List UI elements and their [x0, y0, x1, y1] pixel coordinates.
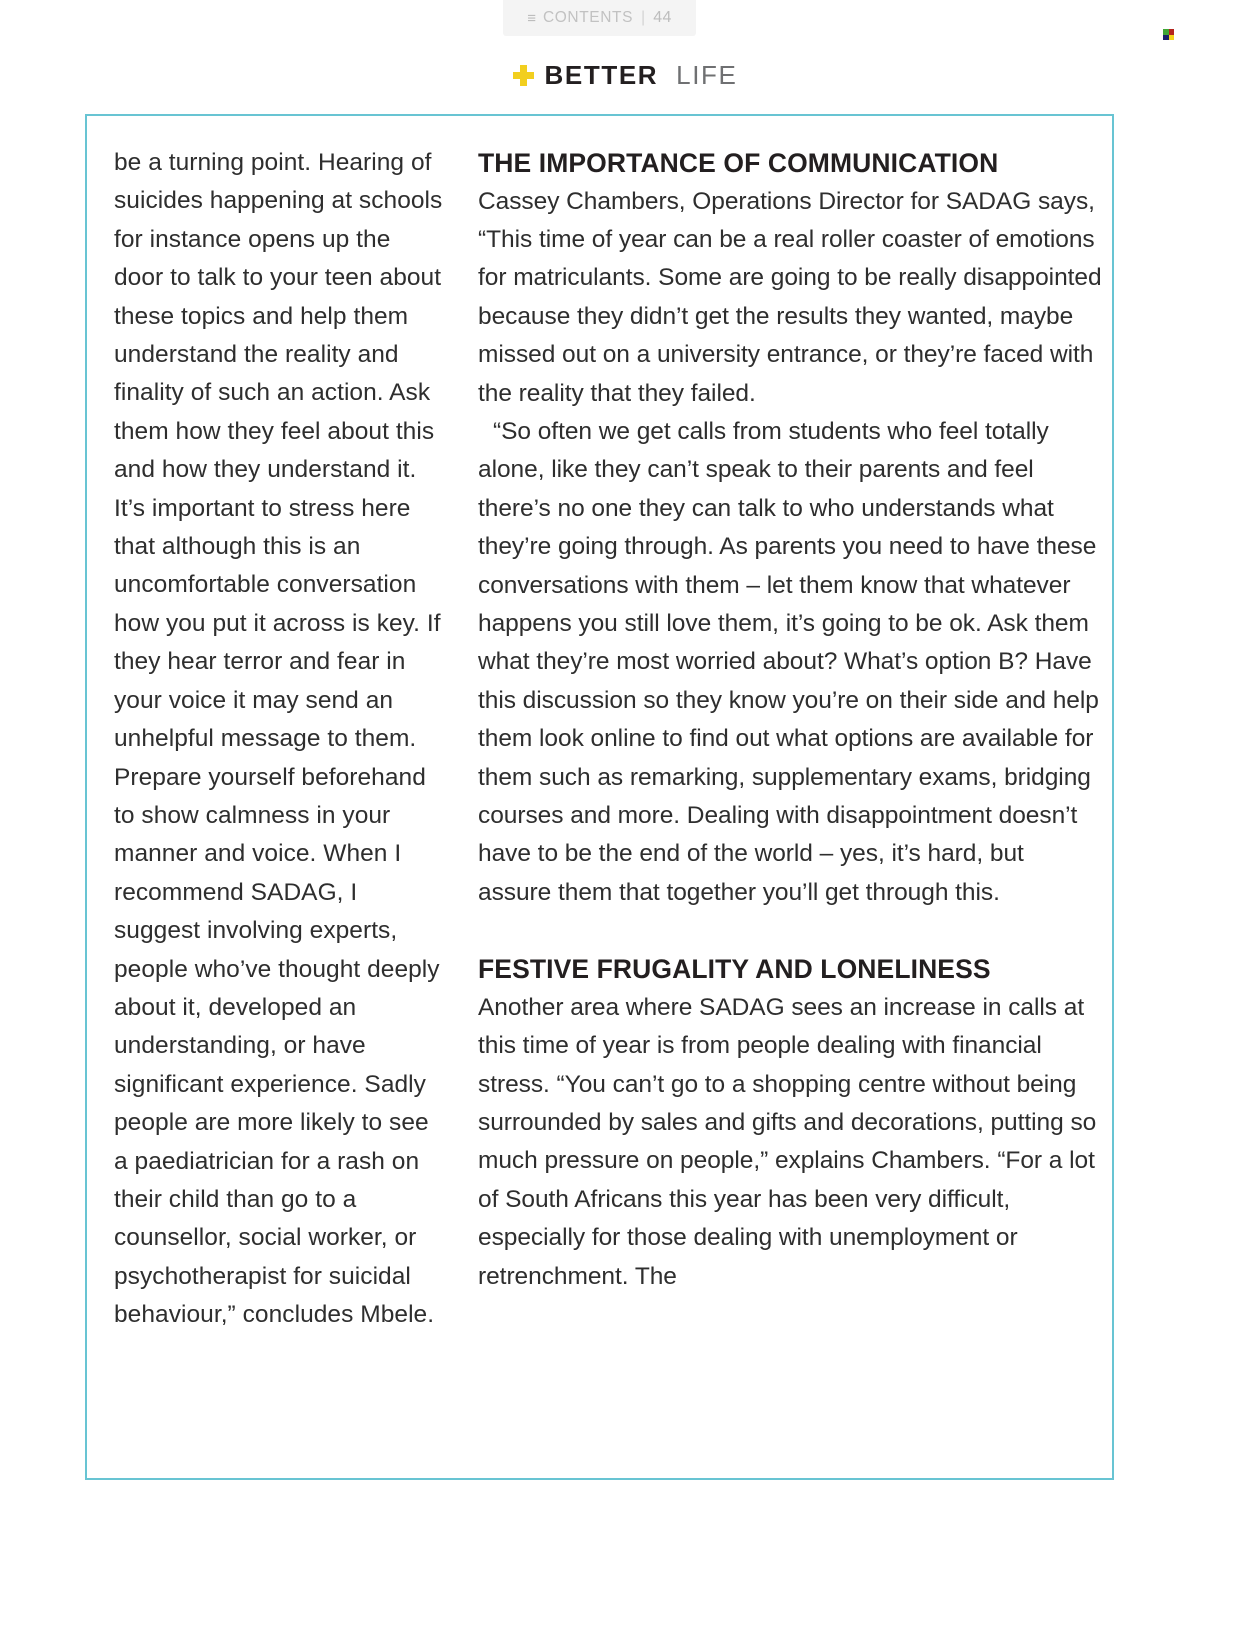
article-column-left: [114, 144, 444, 1335]
paragraph-financial-stress: Another area where SADAG sees an increase in calls at this time of year is from people dealing with financial stress. “You can’t go to a shopping centre without being surrounded by sales and gifts and decorations, putting so much pressure on people,” explains Chambers. “For a lot of South Africans this year has been very difficult, especially for those dealing with unemployment or retrenchment. The: [478, 993, 1097, 1290]
swatch-yellow: [1169, 35, 1175, 41]
paragraph-so-often-we-get-calls: “So often we get calls from students who feel totally alone, like they can’t speak to their parents and feel there’s no one they can talk to who understands what they’re going through. As parents you need to have these conversations with them – let them know that whatever happens you still love them, it’s going to be ok. Ask them what they’re most worried about? What’s option B? Have this discussion so they know you’re on their side and help them look online to find out what options are available for them such as remarking, supplementary exams, bridging courses and more. Dealing with disappointment doesn’t have to be the end of the world – yes, it’s hard, but assure them that together you’ll get through this.: [478, 417, 1099, 906]
article-column-right: [478, 144, 1103, 1335]
contents-divider: |: [641, 9, 646, 26]
plus-cross-icon: [513, 65, 534, 86]
article-columns: [114, 144, 1102, 1335]
brand-word-better: BETTER: [544, 60, 659, 90]
brand-lockup: [0, 60, 1250, 91]
brand-word-life: LIFE: [676, 60, 738, 90]
contents-label: CONTENTS: [542, 9, 634, 26]
left-column-continued-paragraph: be a turning point. Hearing of suicides happening at schools for instance opens up the door to talk to your teen about these topics and help them understand the reality and finality of such an action. Ask them how they feel about this and how they understand it. It’s important to stress here that although this is an uncomfortable conversation how you put it across is key. If they hear terror and fear in your voice it may send an unhelpful message to them. Prepare yourself beforehand to show calmness in your manner and voice. When I recommend SADAG, I suggest involving experts, people who’ve thought deeply about it, developed an understanding, or have significant experience. Sadly people are more likely to see a paediatrician for a rash on their child than go to a counsellor, social worker, or psychotherapist for suicidal behaviour,” concludes Mbele.: [114, 149, 443, 1329]
article-frame: [85, 114, 1114, 1480]
hamburger-icon: ≡: [527, 9, 536, 27]
page-number: 44: [653, 9, 672, 26]
section-heading-communication: THE IMPORTANCE OF COMMUNICATION: [478, 148, 999, 178]
section-heading-festive-frugality: FESTIVE FRUGALITY AND LONELINESS: [478, 954, 991, 985]
color-registration-swatch: [1163, 29, 1174, 40]
contents-pill[interactable]: [503, 0, 696, 36]
paragraph-chambers-intro: Cassey Chambers, Operations Director for SADAG says, “This time of year can be a real roller coaster of emotions for matriculants. Some are going to be really disappointed because they didn’t get the results they wanted, maybe missed out on a university entrance, or they’re faced with the reality that they failed.: [478, 187, 1102, 407]
